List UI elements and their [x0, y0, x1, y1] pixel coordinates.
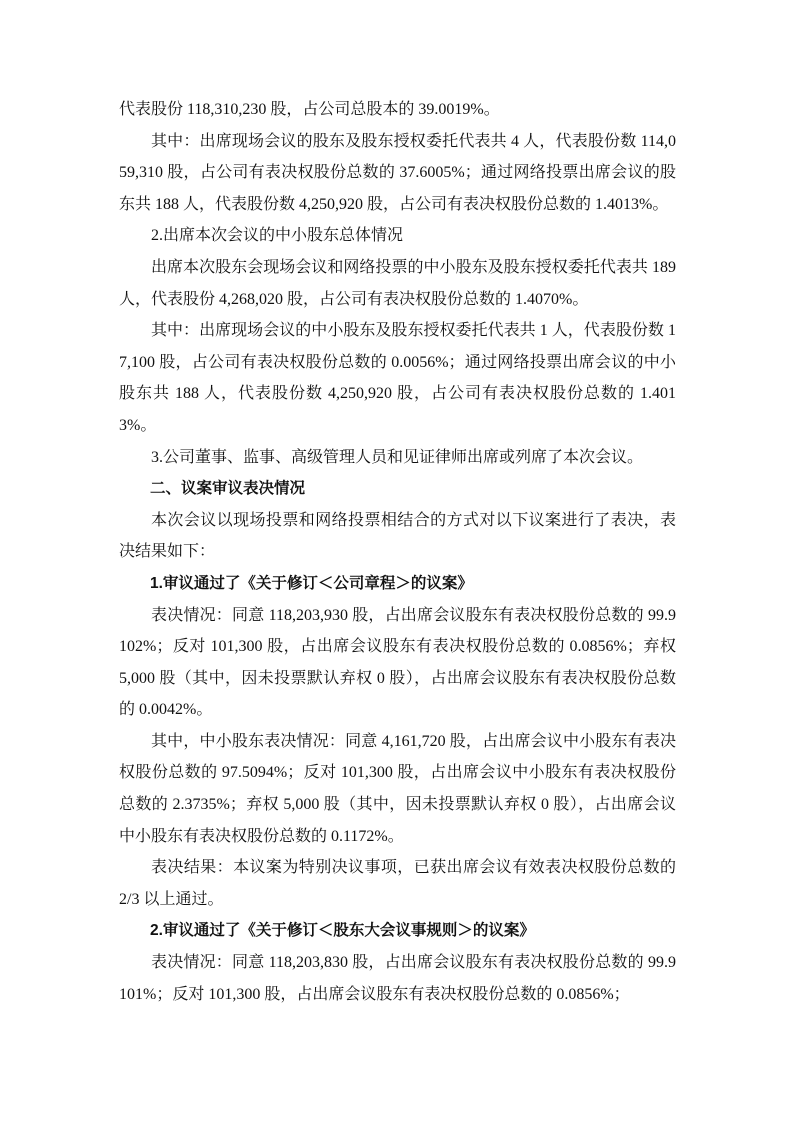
paragraph: 3.公司董事、监事、高级管理人员和见证律师出席或列席了本次会议。 — [151, 448, 644, 466]
document-body — [119, 94, 676, 1010]
heading-paragraph: 1.审议通过了《关于修订＜公司章程＞的议案》 — [150, 574, 473, 592]
paragraph: 其中：出席现场会议的股东及股东授权委托代表共 4 人，代表股份数 114,059,310 股，占公司有表决权股份总数的 37.6005%；通过网络投票出席会议的股东共 188 人，代表股份数 4,250,920 股，占公司有表决权股份总数的 1.4013%。 — [119, 132, 676, 213]
heading-paragraph: 二、议案审议表决情况 — [150, 480, 306, 498]
paragraph: 其中：出席现场会议的中小股东及股东授权委托代表共 1 人，代表股份数 17,100 股，占公司有表决权股份总数的 0.0056%；通过网络投票出席会议的中小股东共 188 人，代表股份数 4,250,920 股，占公司有表决权股份总数的 1.4013%。 — [119, 322, 676, 434]
heading-paragraph: 2.审议通过了《关于修订＜股东大会议事规则＞的议案》 — [150, 922, 535, 940]
paragraph: 表决结果：本议案为特别决议事项，已获出席会议有效表决权股份总数的 2/3 以上通过。 — [119, 859, 676, 908]
paragraph: 表决情况：同意 118,203,930 股，占出席会议股东有表决权股份总数的 99.9102%；反对 101,300 股，占出席会议股东有表决权股份总数的 0.0856%；弃权 5,000 股（其中，因未投票默认弃权 0 股），占出席会议股东有表决权股份总数的 0.0042%。 — [119, 606, 676, 719]
paragraph: 2.出席本次会议的中小股东总体情况 — [151, 227, 404, 245]
paragraph: 其中，中小股东表决情况：同意 4,161,720 股，占出席会议中小股东有表决权股份总数的 97.5094%；反对 101,300 股，占出席会议中小股东有表决权股份总数的 2.3735%；弃权 5,000 股（其中，因未投票默认弃权 0 股），占出席会议中小股东有表决权股份总数的 0.1172%。 — [119, 732, 676, 845]
paragraph: 表决情况：同意 118,203,830 股，占出席会议股东有表决权股份总数的 99.9101%；反对 101,300 股，占出席会议股东有表决权股份总数的 0.0856%； — [119, 954, 676, 1003]
paragraph: 代表股份 118,310,230 股，占公司总股本的 39.0019%。 — [119, 101, 500, 118]
paragraph: 出席本次股东会现场会议和网络投票的中小股东及股东授权委托代表共 189 人，代表股份 4,268,020 股，占公司有表决权股份总数的 1.4070%。 — [119, 258, 676, 308]
paragraph: 本次会议以现场投票和网络投票相结合的方式对以下议案进行了表决，表决结果如下： — [119, 511, 676, 561]
